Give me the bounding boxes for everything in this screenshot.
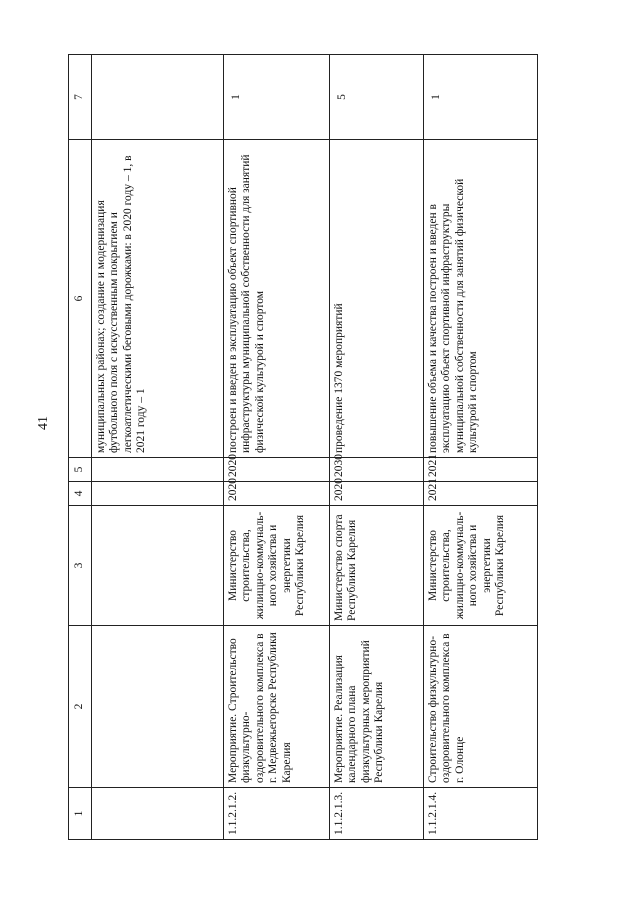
code-cell: 1.1.2.1.3. bbox=[330, 788, 424, 840]
header-cell-1: 1 bbox=[69, 788, 92, 840]
page-number: 41 bbox=[36, 416, 51, 430]
table-row bbox=[424, 55, 538, 840]
code-cell: 1.1.2.1.4. bbox=[424, 788, 538, 840]
table-row bbox=[330, 55, 424, 840]
responsible-cell: Министерство строительства, жилищно-коммуналь-ного хозяйства и энергетики Республики Карелия bbox=[224, 506, 330, 626]
result-cell: проведение 1370 мероприятий bbox=[330, 140, 424, 458]
value-cell: 1 bbox=[224, 55, 330, 140]
end-year-cell bbox=[92, 458, 224, 482]
header-cell-5: 5 bbox=[69, 458, 92, 482]
responsible-cell: Министерство спорта Республики Карелия bbox=[330, 506, 424, 626]
result-cell: повышение объема и качества построен и введен в эксплуатацию объект спортивной инфраструктуры муниципальной собственности для занятий физической культурой и спортом bbox=[424, 140, 538, 458]
start-year-cell: 2020 bbox=[224, 482, 330, 506]
table-row bbox=[92, 55, 224, 840]
code-cell: 1.1.2.1.2. bbox=[224, 788, 330, 840]
header-row bbox=[69, 55, 92, 840]
responsible-cell bbox=[92, 506, 224, 626]
code-cell bbox=[92, 788, 224, 840]
header-cell-6: 6 bbox=[69, 140, 92, 458]
measure-name-cell: Мероприятие. Строительство физкультурно-оздоровительного комплекса в г. Медвежьегорске Республики Карелия bbox=[224, 626, 330, 788]
measure-name-cell: Строительство физкультурно-оздоровительного комплекса в г. Олонце bbox=[424, 626, 538, 788]
measure-name-cell: Мероприятие. Реализация календарного плана физкультурных мероприятий Республики Карелия bbox=[330, 626, 424, 788]
start-year-cell: 2020 bbox=[330, 482, 424, 506]
rotated-page-content bbox=[68, 55, 507, 840]
header-cell-7: 7 bbox=[69, 55, 92, 140]
end-year-cell: 2030 bbox=[330, 458, 424, 482]
measures-table bbox=[68, 54, 538, 840]
value-cell bbox=[92, 55, 224, 140]
header-cell-3: 3 bbox=[69, 506, 92, 626]
end-year-cell: 2020 bbox=[224, 458, 330, 482]
result-cell: построен и введен в эксплуатацию объект спортивной инфраструктуры муниципальной собственности для занятий физической культурой и спортом bbox=[224, 140, 330, 458]
start-year-cell: 2021 bbox=[424, 482, 538, 506]
value-cell: 1 bbox=[424, 55, 538, 140]
header-cell-2: 2 bbox=[69, 626, 92, 788]
value-cell: 5 bbox=[330, 55, 424, 140]
measure-name-cell bbox=[92, 626, 224, 788]
responsible-cell: Министерство строительства, жилищно-коммуналь-ного хозяйства и энергетики Республики Карелия bbox=[424, 506, 538, 626]
start-year-cell bbox=[92, 482, 224, 506]
table-row bbox=[224, 55, 330, 840]
result-cell: муниципальных районах; создание и модернизация футбольного поля с искусственным покрытием и легкоатлетическими беговыми дорожками: в 2020 году – 1, в 2021 году – 1 bbox=[92, 140, 224, 458]
header-cell-4: 4 bbox=[69, 482, 92, 506]
end-year-cell: 2021 bbox=[424, 458, 538, 482]
